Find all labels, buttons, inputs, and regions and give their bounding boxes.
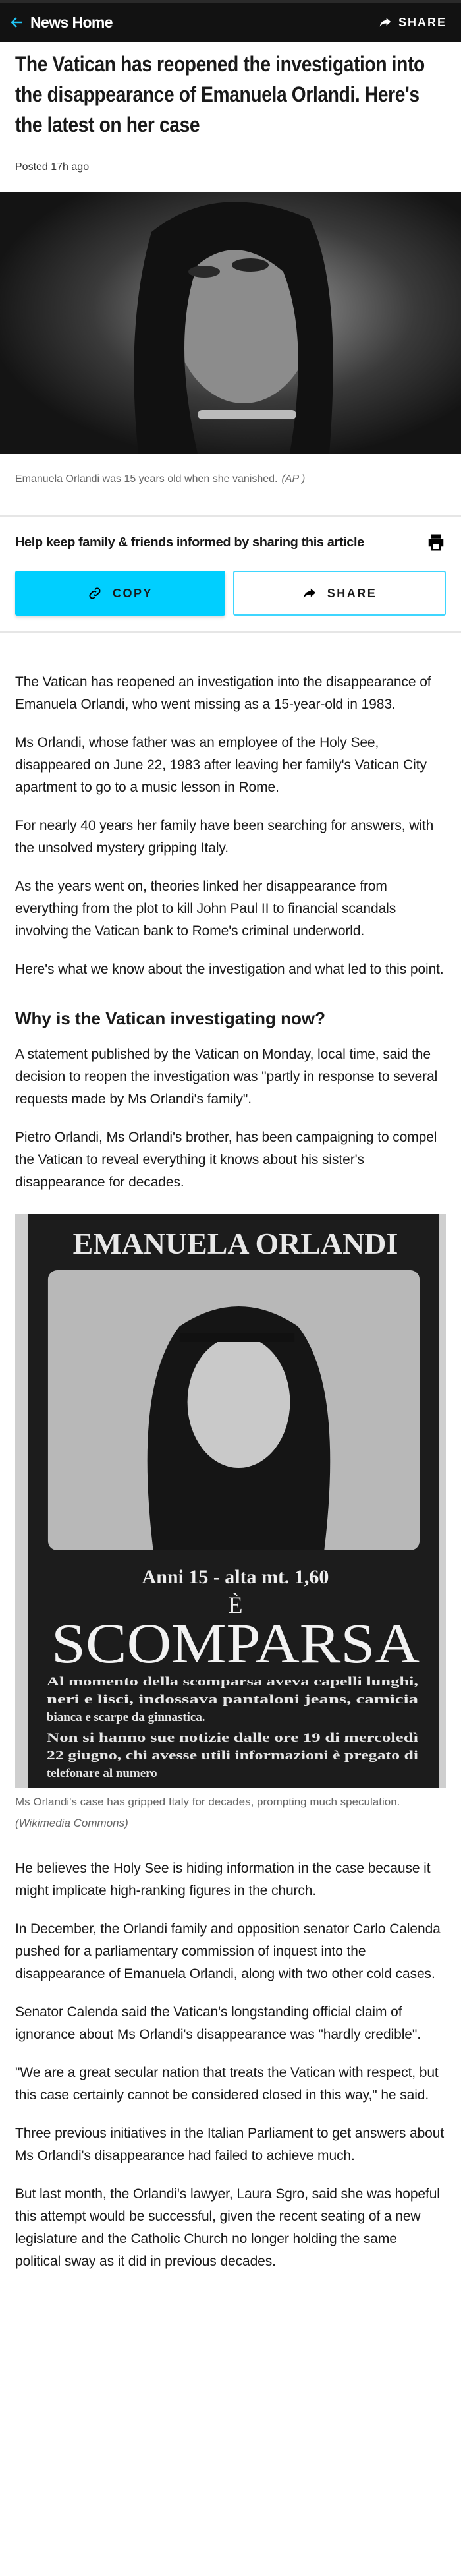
top-nav-bar	[0, 3, 461, 42]
poster-caption-text: Ms Orlandi's case has gripped Italy for decades, prompting much speculation.	[15, 1796, 400, 1808]
poster-name: EMANUELA ORLANDI	[72, 1226, 398, 1261]
poster-text-line: Non si hanno sue notizie dalle ore 19 di mercoledì	[46, 1730, 419, 1745]
hero-caption	[15, 471, 446, 487]
copy-link-button[interactable]	[15, 571, 225, 616]
paragraph: "We are a great secular nation that treats the Vatican with respect, but this case certainly cannot be considered closed in this way," he said.	[15, 2065, 439, 2103]
poster-text-line: 22 giugno, chi avesse utili informazioni è pregato di	[46, 1748, 419, 1763]
share-prompt: Help keep family & friends informed by sharing this article	[15, 535, 364, 550]
paragraph: Three previous initiatives in the Italian Parliament to get answers about Ms Orlandi's disappearance had failed to achieve much.	[15, 2126, 445, 2163]
poster-credit: (Wikimedia Commons)	[15, 1817, 128, 1829]
poster-caption	[15, 1792, 446, 1834]
paragraph: He believes the Holy See is hiding information in the case because it might implicate high-ranking figures in the church.	[15, 1861, 431, 1898]
paragraph: For nearly 40 years her family have been searching for answers, with the unsolved mystery gripping Italy.	[15, 818, 434, 856]
top-share-button[interactable]	[379, 16, 447, 30]
share-arrow-icon	[379, 16, 392, 29]
paragraph: Ms Orlandi, whose father was an employee of the Holy See, disappeared on June 22, 1983 after leaving her family's Vatican City apartment to go to a music lesson in Rome.	[15, 735, 427, 795]
article-body	[0, 671, 461, 2273]
hero-credit: (AP )	[281, 473, 306, 484]
poster-text-line: Al momento della scomparsa aveva capelli lunghi,	[46, 1674, 419, 1689]
poster-e: È	[228, 1591, 243, 1619]
missing-poster-image	[15, 1214, 446, 1788]
share-arrow-icon	[302, 586, 317, 600]
section-heading: Why is the Vatican investigating now?	[15, 1009, 325, 1028]
print-icon[interactable]	[426, 533, 446, 552]
article-title: The Vatican has reopened the investigation into the disappearance of Emanuela Orlandi. Here's the latest on her case	[15, 52, 425, 136]
poster-text-line: bianca e scarpe da ginnastica.	[46, 1710, 205, 1725]
paragraph: In December, the Orlandi family and opposition senator Carlo Calenda pushed for a parliamentary commission of inquest into the disappearance of Emanuela Orlandi, along with two other cold cases.	[15, 1921, 441, 1981]
top-share-label: SHARE	[398, 15, 447, 29]
share-button[interactable]	[233, 571, 446, 616]
paragraph: As the years went on, theories linked her disappearance from everything from the plot to kill John Paul II to financial scandals involving the Vatican bank to Rome's criminal underworld.	[15, 879, 396, 939]
paragraph: Senator Calenda said the Vatican's longstanding official claim of ignorance about Ms Orlandi's disappearance was "hardly credible".	[15, 2005, 421, 2042]
hero-caption-text: Emanuela Orlandi was 15 years old when she vanished.	[15, 473, 278, 484]
share-label: SHARE	[327, 586, 377, 600]
share-panel	[0, 517, 461, 554]
copy-label: COPY	[112, 586, 153, 600]
poster-missing: SCOMPARSA	[51, 1611, 420, 1676]
news-home-back-link[interactable]	[9, 14, 113, 32]
poster-details: Anni 15 - alta mt. 1,60	[142, 1566, 329, 1589]
back-label: News Home	[30, 13, 113, 31]
posted-time: Posted 17h ago	[15, 161, 90, 173]
paragraph: The Vatican has reopened an investigation into the disappearance of Emanuela Orlandi, who went missing as a 15-year-old in 1983.	[15, 674, 431, 712]
paragraph: But last month, the Orlandi's lawyer, Laura Sgro, said she was hopeful this attempt would be successful, given the recent seating of a new legislature and the Catholic Church no longer holding the same political sway as it did in previous decades.	[15, 2186, 440, 2269]
link-icon	[88, 586, 102, 600]
arrow-left-icon	[9, 15, 25, 30]
poster-text-line: neri e lisci, indossava pantaloni jeans, camicia	[46, 1692, 419, 1707]
paragraph: Here's what we know about the investigation and what led to this point.	[15, 962, 444, 977]
hero-photo	[0, 192, 461, 454]
hero-portrait-image	[0, 192, 461, 454]
divider	[0, 631, 461, 633]
paragraph: Pietro Orlandi, Ms Orlandi's brother, has been campaigning to compel the Vatican to reveal everything it knows about his sister's disappearance for decades.	[15, 1130, 437, 1190]
paragraph: A statement published by the Vatican on Monday, local time, said the decision to reopen the investigation was "partly in response to several requests made by Ms Orlandi's family".	[15, 1047, 438, 1107]
poster-text-line: telefonare al numero	[46, 1766, 157, 1781]
